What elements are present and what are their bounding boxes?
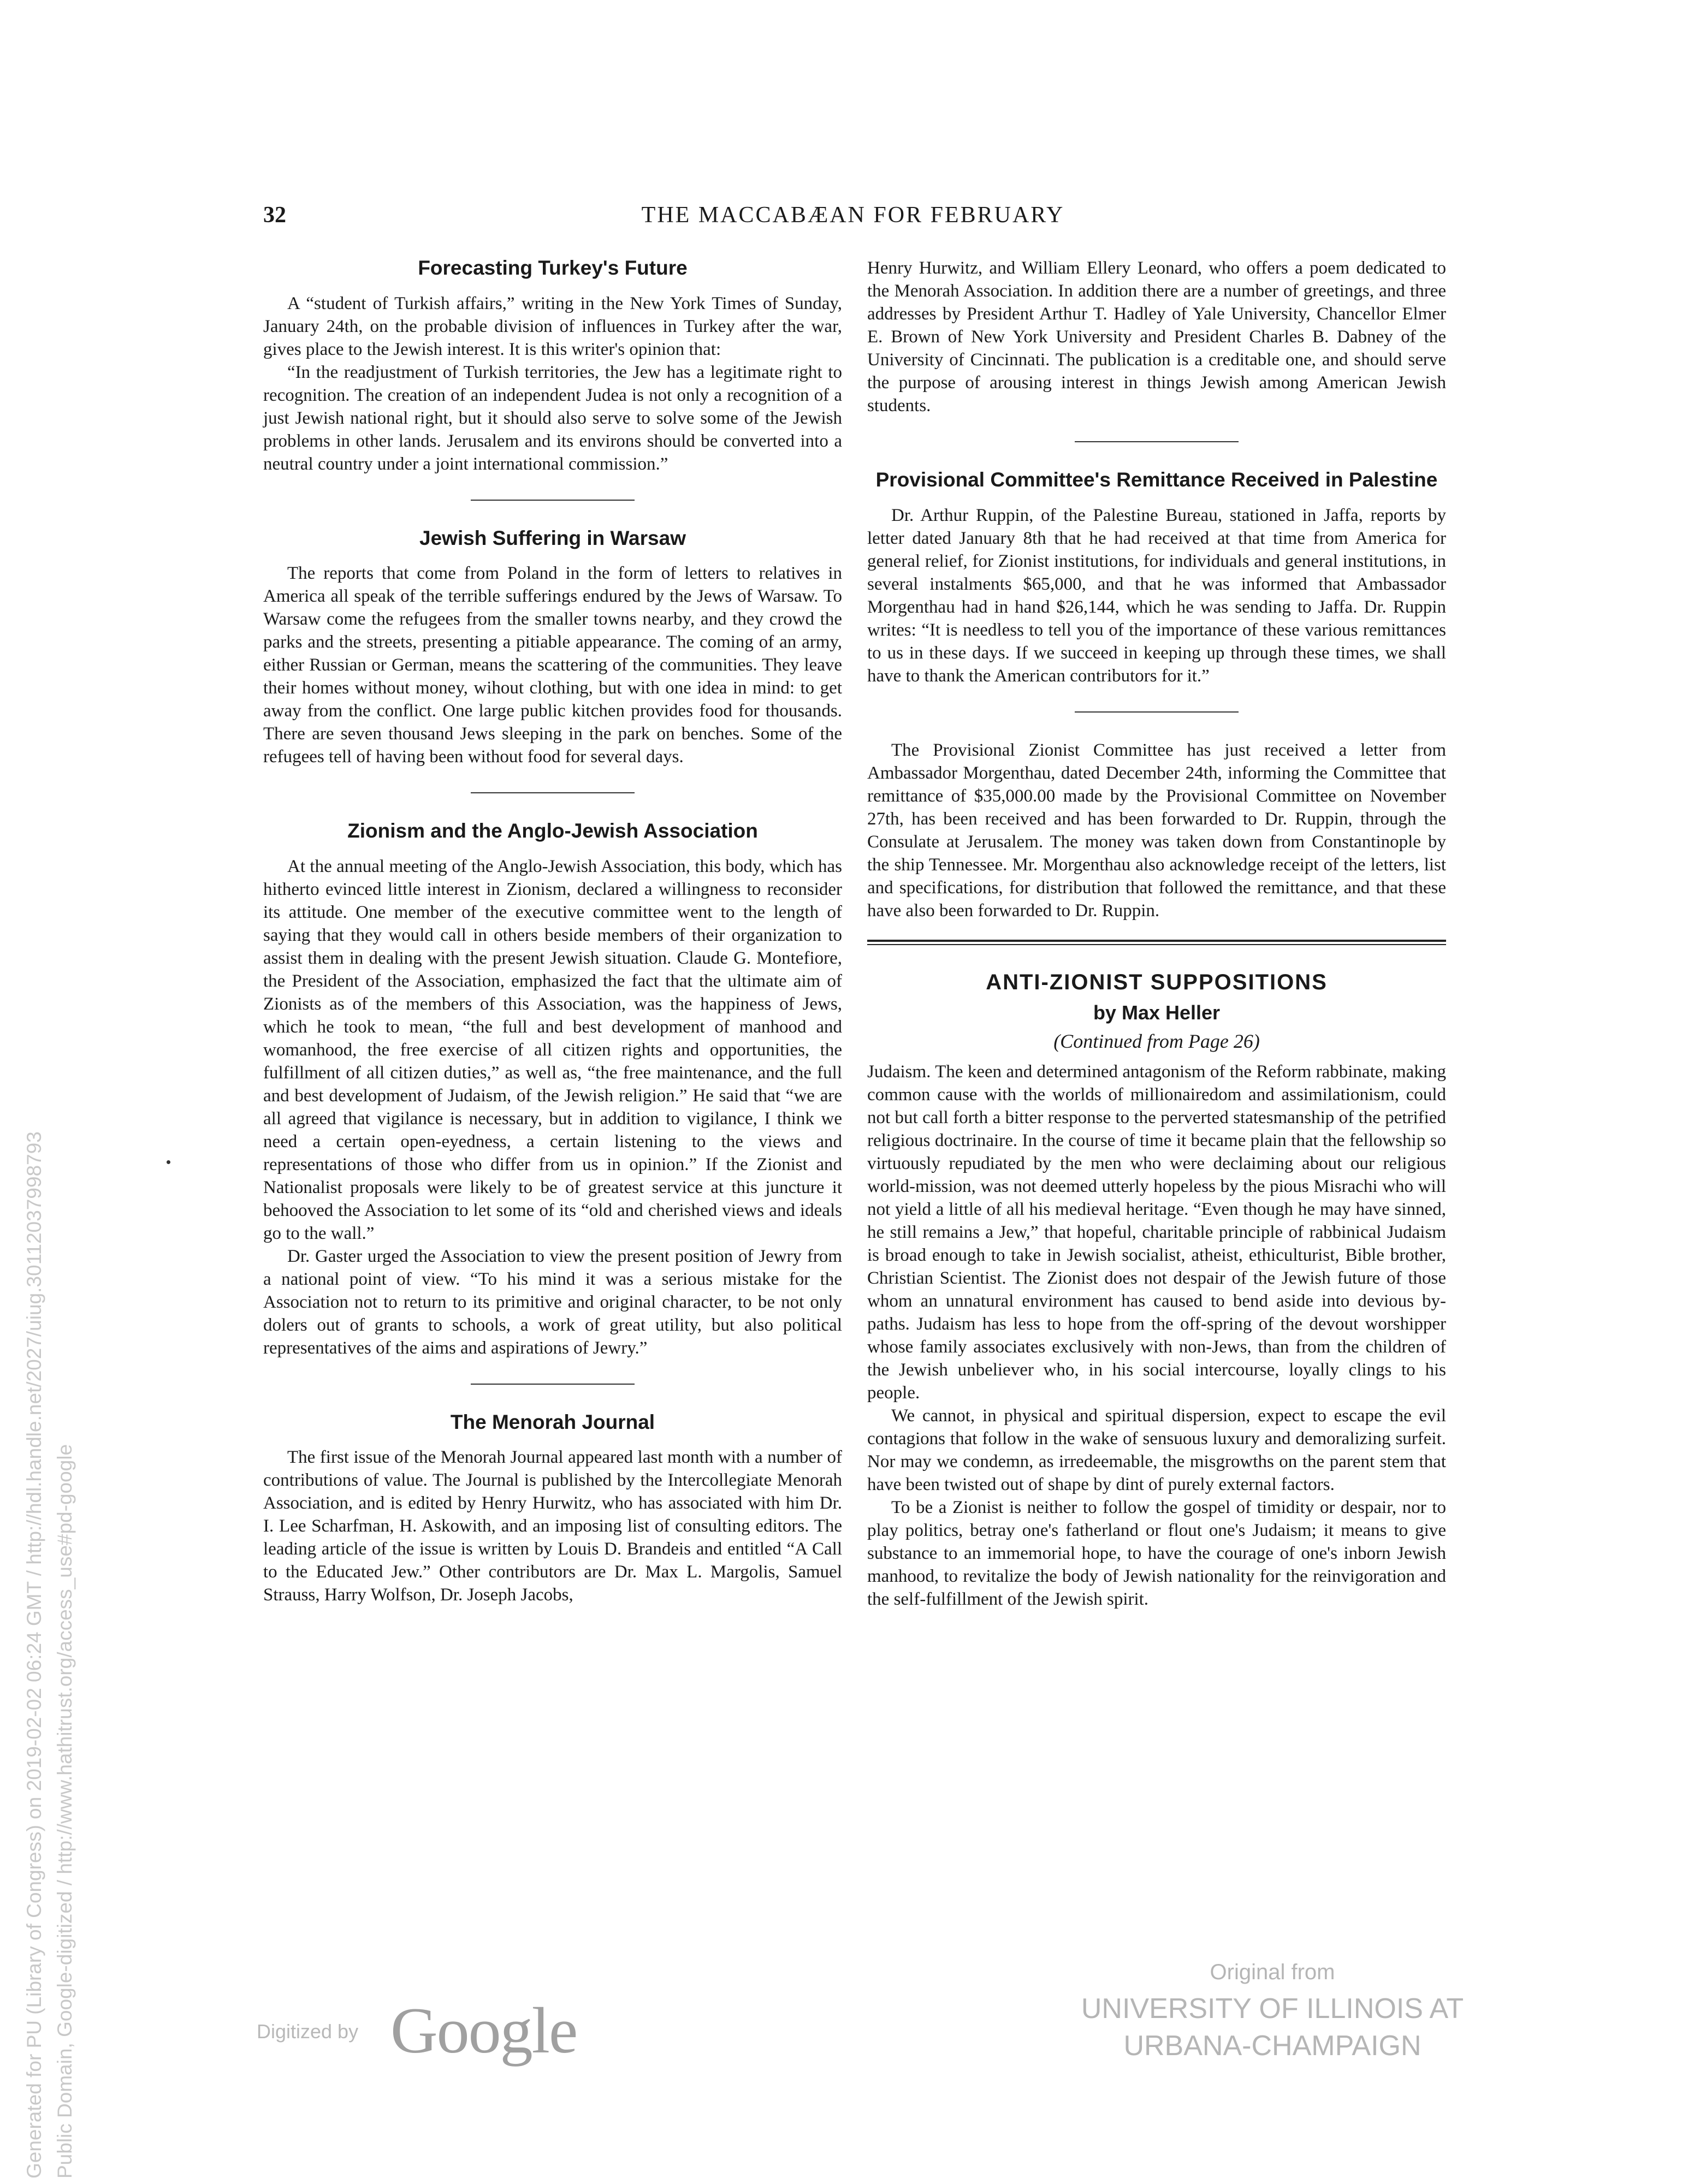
paragraph: Dr. Gaster urged the Association to view the present position of Jewry from a national point of view. “To his mind it was a serious mistake for the Association not to return to its primitive and original character, to be not only dolers out of grants to schools, a work of great utility, but also political representatives of the aims and aspirations of Jewry.” xyxy=(263,1246,842,1358)
divider xyxy=(471,1384,635,1385)
divider xyxy=(1075,441,1239,442)
article-title: ANTI-ZIONIST SUPPOSITIONS xyxy=(986,970,1328,994)
article-title: Zionism and the Anglo-Jewish Association xyxy=(347,820,758,842)
paragraph: The reports that come from Poland in the form of letters to relatives in America all speak of the terrible sufferings endured by the Jews of Warsaw. To Warsaw come the refugees from the smaller towns nearby, and they crowd the parks and the streets, presenting a pitiable appearance. The coming of an army, either Russian or German, means the scattering of the communities. They leave their homes without money, wihout clothing, but with one idea in mind: to get away from the conflict. One large public kitchen provides food for thousands. There are seven thousand Jews sleeping in the park on benches. Some of the refugees tell of having been without food for several days. xyxy=(263,563,842,767)
watermark-line-1: Generated for PU (Library of Congress) on 2019-02-02 06:24 GMT / http://hdl.handle.net/2027/uiug.30112037998793 xyxy=(23,1131,45,2179)
original-from-mark xyxy=(1038,1960,1507,2062)
article-title: Provisional Committee's Remittance Received in Palestine xyxy=(875,468,1438,491)
paragraph: Judaism. The keen and determined antagonism of the Reform rabbinate, making common cause with the worlds of millionairedom and assimilationism, could not but call forth a bitter response to the perverted statesmanship of the petrified religious doctrinaire. In the course of time it became plain that the fellowship so virtuously repudiated by the men who were declaiming about our religious world-mission, was not deemed utterly hopeless by the pious Misrachi who will not yield a little of all his medieval heritage. “Even though he may have sinned, he still remains a Jew,” that hopeful, charitable principle of rabbinical Judaism is broad enough to take in Jewish socialist, atheist, ethiculturist, Bible brother, Christian Scientist. The Zionist does not despair of the Jewish future of those whom an unnatural environment has caused to bend aside into devious by-paths. Judaism has less to hope from the off-spring of the devout worshipper whose family associates exclusively with non-Jews, than from the children of the Jewish unbeliever who, in his social intercourse, loyally clings to his people. xyxy=(867,1061,1446,1403)
university-line-1: UNIVERSITY OF ILLINOIS AT xyxy=(1081,1993,1464,2025)
divider xyxy=(471,792,635,793)
byline: by Max Heller xyxy=(1093,1001,1221,1024)
paragraph: “In the readjustment of Turkish territories, the Jew has a legitimate right to recognition. The creation of an independent Judea is not only a recognition of a just Jewish national right, but it should also serve to solve some of the Jewish problems in other lands. Jerusalem and its environs should be converted into a neutral country under a joint international commission.” xyxy=(263,362,842,474)
article-warsaw xyxy=(263,527,842,769)
article-anglo-jewish xyxy=(263,820,842,1360)
article-anti-zionist xyxy=(867,970,1446,1611)
divider xyxy=(471,500,635,501)
running-title: THE MACCABÆAN FOR FEBRUARY xyxy=(641,203,1065,228)
side-watermark xyxy=(19,781,80,2179)
speck xyxy=(167,1160,170,1164)
watermark-line-2: Public Domain, Google-digitized / http://www.hathitrust.org/access_use#pd-google xyxy=(54,1444,76,2179)
continued-note: (Continued from Page 26) xyxy=(1053,1030,1260,1052)
article-title: Forecasting Turkey's Future xyxy=(418,257,688,279)
article-title: Jewish Suffering in Warsaw xyxy=(419,526,686,549)
article-title: The Menorah Journal xyxy=(450,1410,655,1433)
double-divider xyxy=(867,940,1446,945)
paragraph: We cannot, in physical and spiritual dispersion, expect to escape the evil contagions that follow in the wake of sensuous luxury and demoralizing surfeit. Nor may we condemn, as irredeemable, the misgrowths on the parent stem that have been twisted out of shape by dint of purely external factors. xyxy=(867,1405,1446,1494)
google-logo: Google xyxy=(390,1994,577,2067)
divider xyxy=(1075,711,1239,713)
paragraph: At the annual meeting of the Anglo-Jewish Association, this body, which has hitherto evinced little interest in Zionism, declared a willingness to reconsider its attitude. One member of the executive committee went to the length of saying that they would call in others beside members of their organization to assist them in dealing with the present Jewish situation. Claude G. Montefiore, the President of the Association, emphasized the fact that the ultimate aim of Zionists as of the members of this Association, was the happiness of Jews, which he took to mean, “the full and best development of manhood and womanhood, the free exercise of all citizen rights and opportunities, the fulfillment of all citizen duties,” as well as, “the free maintenance, and the full and best development of Judaism, of the Jewish religion.” He said that “we are all agreed that vigilance is necessary, but in addition to vigilance, I think we need a certain open-eyedness, a certain listening to the views and representations of those who differ from us in opinion.” If the Zionist and Nationalist proposals were likely to be of greatest service at this juncture it behooved the Association to let some of its “old and cherished views and ideals go to the wall.” xyxy=(263,856,842,1243)
left-column xyxy=(263,257,842,1606)
page-number: 32 xyxy=(263,203,286,228)
article-menorah xyxy=(263,1411,842,1607)
page-header xyxy=(263,202,1443,240)
original-from-label: Original from xyxy=(1210,1960,1335,1984)
right-column xyxy=(867,257,1446,1611)
article-remittance xyxy=(867,468,1446,922)
paragraph: The first issue of the Menorah Journal appeared last month with a number of contributions of value. The Journal is published by the Intercollegiate Menorah Association, and is edited by Henry Hurwitz, who has associated with him Dr. I. Lee Scharfman, H. Askowith, and an imposing list of consulting editors. The leading article of the issue is written by Louis D. Brandeis and entitled “A Call to the Educated Jew.” Other contributors are Dr. Max L. Margolis, Samuel Strauss, Harry Wolfson, Dr. Joseph Jacobs, xyxy=(263,1447,842,1605)
google-digitized-mark xyxy=(257,1993,584,2069)
article-turkey xyxy=(263,257,842,476)
paragraph: The Provisional Zionist Committee has just received a letter from Ambassador Morgenthau, dated December 24th, informing the Committee that remittance of $35,000.00 made by the Provisional Committee on November 27th, has been received and has been forwarded to Dr. Ruppin, through the Consulate at Jerusalem. The money was taken down from Constantinople by the ship Tennessee. Mr. Morgenthau also acknowledge receipt of the letters, list and specifications, for distribution that followed the remittance, and that these have also been forwarded to Dr. Ruppin. xyxy=(867,740,1446,921)
digitized-by-label: Digitized by xyxy=(257,2020,359,2043)
paragraph-continued: Henry Hurwitz, and William Ellery Leonard, who offers a poem dedicated to the Menorah Association. In addition there are a number of greetings, and three addresses by President Arthur T. Hadley of Yale University, Chancellor Elmer E. Brown of New York University and President Charles B. Dabney of the University of Cincinnati. The publication is a creditable one, and should serve the purpose of arousing interest in things Jewish among American Jewish students. xyxy=(867,258,1446,416)
paragraph: A “student of Turkish affairs,” writing in the New York Times of Sunday, January 24th, on the probable division of influences in Turkey after the war, gives place to the Jewish interest. It is this writer's opinion that: xyxy=(263,293,842,359)
university-line-2: URBANA-CHAMPAIGN xyxy=(1123,2030,1422,2062)
paragraph: Dr. Arthur Ruppin, of the Palestine Bureau, stationed in Jaffa, reports by letter dated January 8th that he had received at that time from America for general relief, for Zionist institutions, for individuals and general institutions, in several instalments $65,000, and that he was informed that Ambassador Morgenthau had in hand $26,144, which he was sending to Jaffa. Dr. Ruppin writes: “It is needless to tell you of the importance of these various remittances to us in these days. If we succeed in keeping up through these times, we shall have to thank the American contributors for it.” xyxy=(867,505,1446,686)
paragraph: To be a Zionist is neither to follow the gospel of timidity or despair, nor to play politics, betray one's fatherland or flout one's Judaism; it means to give substance to an immemorial hope, to have the courage of one's inborn Jewish manhood, to revitalize the body of Jewish nationality for the reinvigoration and the self-fulfillment of the Jewish spirit. xyxy=(867,1497,1446,1609)
